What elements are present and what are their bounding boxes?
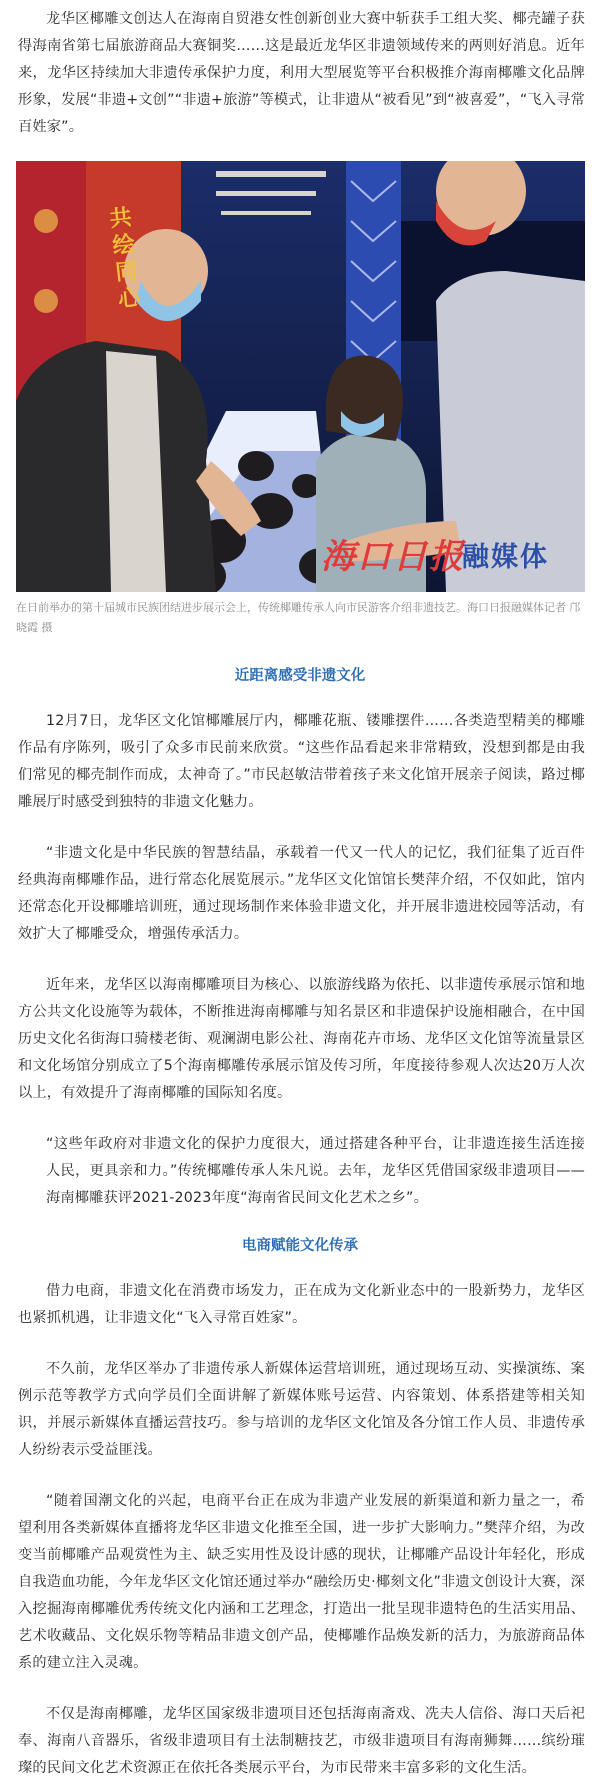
banner-text: 共绘同心 [108,204,142,313]
section2-paragraph-3: “随着国潮文化的兴起，电商平台正在成为非遗产业发展的新渠道和新力量之一，希望利用各类新媒体直播将龙华区非遗文化推至全国，进一步扩大影响力。”樊萍介绍，为改变当前椰雕产品观赏性为主、缺乏实用性及设计感的现状，让椰雕产品设计年轻化，形成自我造血功能，今年龙华区文化馆还通过举办“融绘历史·椰刻文化”非遗文创设计大赛，深入挖掘海南椰雕优秀传统文化内涵和工艺理念，打造出一批呈现非遗特色的生活实用品、艺术收藏品、文化娱乐物等精品非遗文创产品，使椰雕作品焕发新的活力，为旅游商品体系的建立注入灵魂。 [18,1493,585,1671]
article [0,6,600,1782]
section1-paragraph-3: 近年来，龙华区以海南椰雕项目为核心、以旅游线路为依托、以非遗传承展示馆和地方公共文化设施等为载体，不断推进海南椰雕与知名景区和非遗保护设施相融合，在中国历史文化名街海口骑楼老街、观澜湖电影公社、海南花卉市场、龙华区文化馆等流量景区和文化场馆分别成立了5个海南椰雕传承展示馆及传习所，年度接待参观人次达20万人次以上，有效提升了海南椰雕的国际知名度。 [18,977,585,1101]
section2-paragraph-4: 不仅是海南椰雕，龙华区国家级非遗项目还包括海南斋戏、冼夫人信俗、海口天后祀奉、海南八音器乐，省级非遗项目有土法制糖技艺，市级非遗项目有海南狮舞……缤纷璀璨的民间文化艺术资源正在依托各类展示平台，为市民带来丰富多彩的文化生活。 [18,1706,585,1776]
section1-paragraph-4: “这些年政府对非遗文化的保护力度很大，通过搭建各种平台，让非遗连接生活连接人民，更具亲和力。”传统椰雕传承人朱凡说。去年，龙华区凭借国家级非遗项目——海南椰雕获评2021-2023年度“海南省民间文化艺术之乡”。 [46,1136,585,1206]
section2-paragraph-2: 不久前，龙华区举办了非遗传承人新媒体运营培训班，通过现场互动、实操演练、案例示范等教学方式向学员们全面讲解了新媒体账号运营、内容策划、体系搭建等相关知识，并展示新媒体直播运营技巧。参与培训的龙华区文化馆及各分馆工作人员、非遗传承人纷纷表示受益匪浅。 [18,1361,585,1458]
section1-paragraph-1: 12月7日，龙华区文化馆椰雕展厅内，椰雕花瓶、镂雕摆件……各类造型精美的椰雕作品有序陈列，吸引了众多市民前来欣赏。“这些作品看起来非常精致，没想到都是由我们常见的椰壳制作而成，太神奇了。”市民赵敏洁带着孩子来文化馆开展亲子阅读，路过椰雕展厅时感受到独特的非遗文化魅力。 [18,713,585,810]
intro-paragraph: 龙华区椰雕文创达人在海南自贸港女性创新创业大赛中斩获手工组大奖、椰壳罐子获得海南省第七届旅游商品大赛铜奖……这是最近龙华区非遗领域传来的两则好消息。近年来，龙华区持续加大非遗传承保护力度，利用大型展览等平台积极推介海南椰雕文化品牌形象，发展“非遗+文创”“非遗+旅游”等模式，让非遗从“被看见”到“被喜爱”，“飞入寻常百姓家”。 [18,11,585,135]
watermark-newspaper-logo: 海口日报 [321,537,465,577]
section-title-experience: 近距离感受非遗文化 [234,668,366,684]
watermark-media-logo: 融媒体 [462,542,549,573]
photo-scene [16,161,585,592]
news-photo [16,161,585,592]
section-title-ecommerce: 电商赋能文化传承 [242,1238,358,1254]
photo-caption: 在日前举办的第十届城市民族团结进步展示会上，传统椰雕传承人向市民游客介绍非遗技艺。海口日报融媒体记者 邝晓霞 摄 [16,601,581,634]
section1-paragraph-2: “非遗文化是中华民族的智慧结晶，承载着一代又一代人的记忆，我们征集了近百件经典海南椰雕作品，进行常态化展览展示。”龙华区文化馆馆长樊萍介绍，不仅如此，馆内还常态化开设椰雕培训班，通过现场制作来体验非遗文化，并开展非遗进校园等活动，有效扩大了椰雕受众，增强传承活力。 [18,845,585,942]
section2-paragraph-1: 借力电商，非遗文化在消费市场发力，正在成为文化新业态中的一股新势力，龙华区也紧抓机遇，让非遗文化“飞入寻常百姓家”。 [18,1283,585,1326]
